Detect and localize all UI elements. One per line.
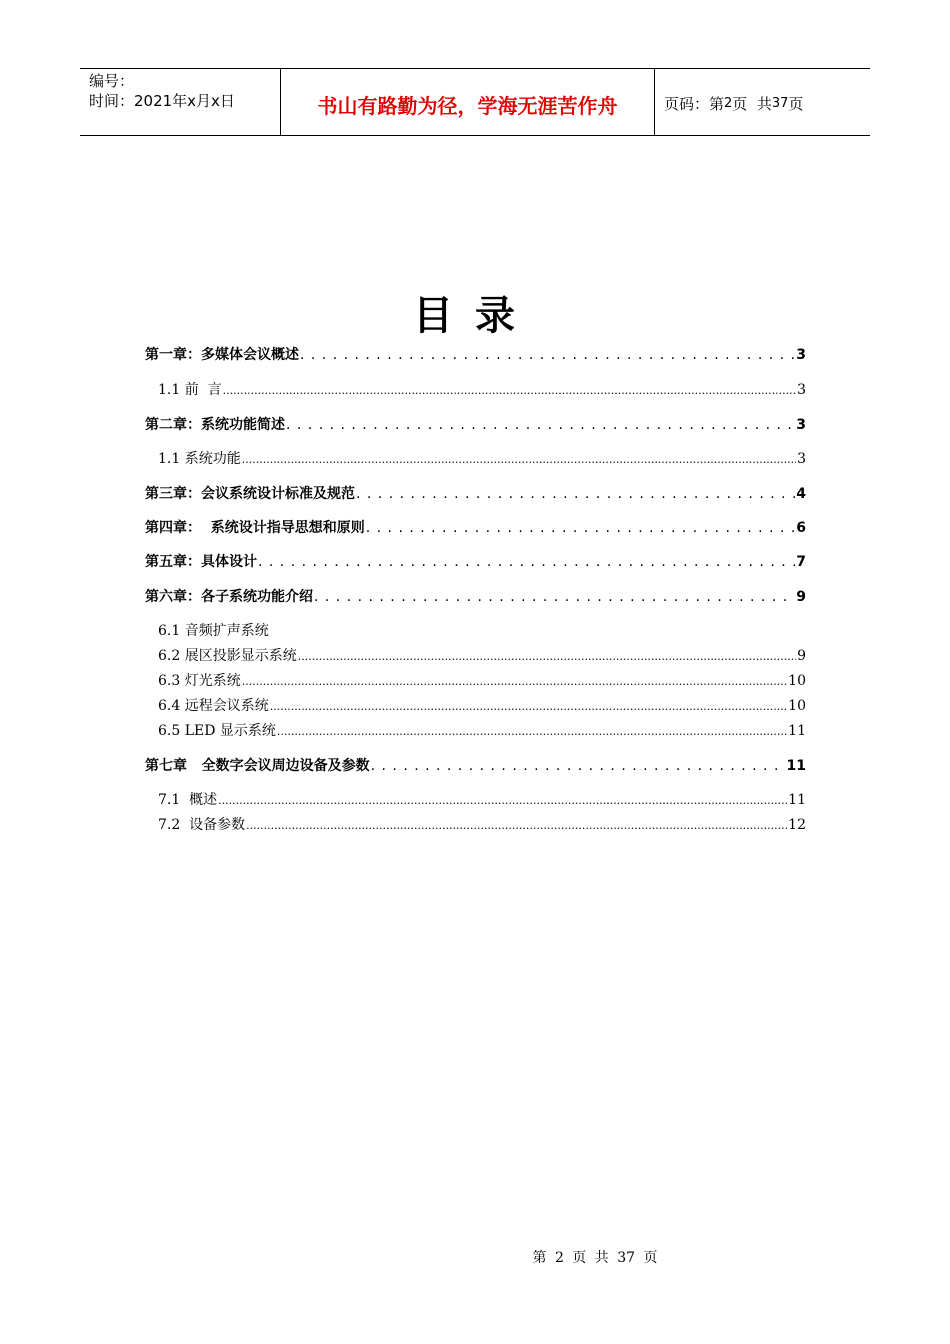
toc-entry[interactable]	[145, 483, 806, 503]
toc-entry-page: 7	[796, 554, 806, 570]
toc-entry-label: 7.1 概述	[158, 792, 218, 808]
toc-dot-leader	[218, 792, 787, 808]
toc-entry[interactable]	[145, 551, 806, 571]
toc-entry-page: 9	[796, 589, 806, 605]
toc-entry-label: 第三章：会议系统设计标准及规范	[145, 486, 355, 502]
toc-entry-label: 第七章 全数字会议周边设备及参数	[145, 758, 370, 774]
toc-dot-leader	[286, 417, 795, 433]
page-total: 37	[771, 95, 789, 111]
toc-entry-label: 6.3 灯光系统	[158, 673, 241, 689]
toc-dot-leader	[242, 451, 796, 467]
page-mid: 页 共	[732, 94, 772, 113]
toc-dot-leader	[356, 486, 795, 502]
toc-entry[interactable]	[158, 670, 806, 690]
toc-dot-leader	[277, 723, 787, 739]
toc-dot-leader	[246, 817, 787, 833]
page-current: 2	[724, 95, 733, 111]
number-label: 编号：	[89, 72, 135, 90]
toc-entry-page: 3	[797, 451, 806, 467]
toc-entry[interactable]	[158, 645, 806, 665]
toc-entry-page: 4	[796, 486, 806, 502]
toc-dot-leader	[258, 554, 795, 570]
toc-entry[interactable]	[145, 586, 806, 606]
toc-dot-leader	[298, 648, 796, 664]
toc-entry-label: 第五章：具体设计	[145, 554, 257, 570]
toc-dot-leader	[223, 382, 796, 398]
toc-dot-leader	[314, 589, 795, 605]
page-prefix: 页码：第	[664, 94, 725, 113]
toc-entry-page: 11	[788, 792, 806, 808]
toc-entry-page: 12	[788, 817, 806, 833]
header-page-info	[655, 69, 870, 135]
toc-dot-leader	[371, 758, 786, 774]
toc-entry-page: 11	[786, 758, 806, 774]
toc-entry-page: 10	[788, 698, 806, 714]
toc-entry[interactable]	[158, 720, 806, 740]
toc-entry[interactable]	[158, 620, 806, 640]
toc-entry[interactable]	[145, 414, 806, 434]
toc-entry-page: 3	[796, 417, 806, 433]
toc-entry-page: 11	[788, 723, 806, 739]
toc-dot-leader	[300, 347, 795, 363]
toc-entry[interactable]	[158, 695, 806, 715]
toc-entry-label: 第二章：系统功能简述	[145, 417, 285, 433]
header-table	[80, 68, 870, 136]
toc-entry-page: 3	[796, 347, 806, 363]
toc-entry-label: 第四章： 系统设计指导思想和原则	[145, 520, 365, 536]
toc-entry-label: 1.1 系统功能	[158, 451, 241, 467]
page-title: 目录	[413, 293, 537, 339]
toc-entry[interactable]	[158, 814, 806, 834]
toc-entry-label: 第一章：多媒体会议概述	[145, 347, 299, 363]
toc-entry-label: 6.4 远程会议系统	[158, 698, 269, 714]
toc-entry-label: 1.1 前 言	[158, 382, 222, 398]
toc-entry-label: 6.2 展区投影显示系统	[158, 648, 297, 664]
toc-entry[interactable]	[158, 789, 806, 809]
toc-entry[interactable]	[145, 755, 806, 775]
toc-dot-leader	[270, 698, 787, 714]
toc-dot-leader	[366, 520, 796, 536]
toc-entry-label: 7.2 设备参数	[158, 817, 246, 833]
toc-entry[interactable]	[158, 448, 806, 468]
toc-entry[interactable]	[145, 344, 806, 364]
header-meta-cell	[80, 69, 281, 135]
toc-entry-page: 3	[797, 382, 806, 398]
date-label: 时间：2021年x月x日	[89, 92, 235, 110]
toc-entry-label: 6.1 音频扩声系统	[158, 623, 269, 639]
toc-dot-leader	[242, 673, 787, 689]
toc-entry-page: 9	[797, 648, 806, 664]
header-motto: 书山有路勤为径，学海无涯苦作舟	[281, 69, 655, 135]
toc-entry-label: 第六章：各子系统功能介绍	[145, 589, 313, 605]
toc-entry-label: 6.5 LED 显示系统	[158, 723, 276, 739]
toc-entry[interactable]	[145, 517, 806, 537]
page-footer: 第 2 页 共 37 页	[532, 1250, 658, 1266]
page-suffix: 页	[788, 94, 804, 113]
toc-entry-page: 10	[788, 673, 806, 689]
toc-entry-page: 6	[796, 520, 806, 536]
toc-entry[interactable]	[158, 379, 806, 399]
